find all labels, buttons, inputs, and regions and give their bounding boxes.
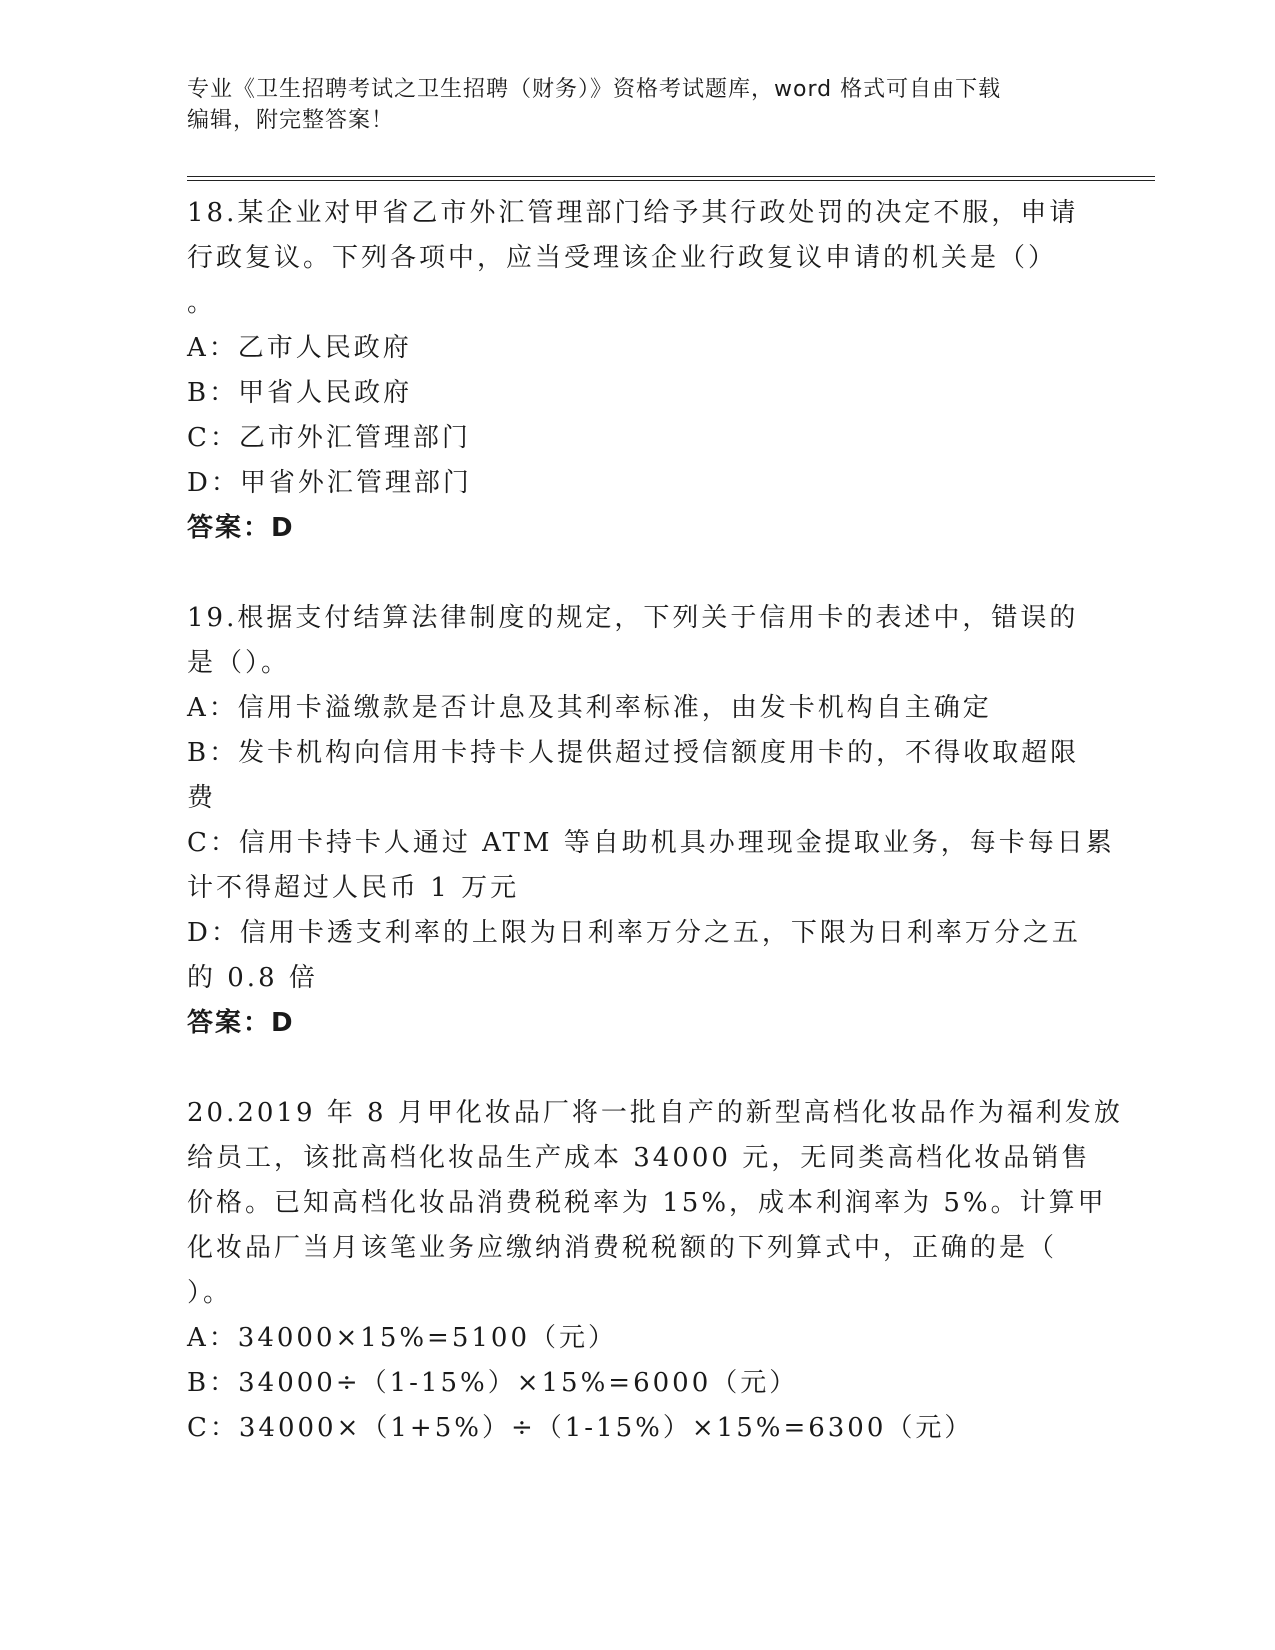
document-header [187,74,1067,136]
question-block [187,596,1115,1046]
question-list [187,191,1123,1496]
option-line: B：34000÷（1-15%）×15%=6000（元） [187,1368,799,1398]
answer-line: 答案：D [187,513,295,543]
header-line: 专业《卫生招聘考试之卫生招聘（财务）》资格考试题库，word 格式可自由下载 [187,77,1002,102]
answer-line: 答案：D [187,1008,295,1038]
option-line: C：乙市外汇管理部门 [187,423,471,453]
option-line: C：信用卡持卡人通过 ATM 等自助机具办理现金提取业务，每卡每日累 [187,828,1115,858]
option-line: A：34000×15%=5100（元） [187,1323,618,1353]
option-line: B：发卡机构向信用卡持卡人提供超过授信额度用卡的，不得收取超限 [187,738,1080,768]
option-line: 的 0.8 倍 [187,963,318,993]
option-line: B：甲省人民政府 [187,378,413,408]
header-line: 编辑，附完整答案！ [187,108,395,133]
question-block [187,1091,1123,1451]
question-stem-line: 是（）。 [187,648,291,678]
question-stem-line: 。 [187,288,217,318]
option-line: 计不得超过人民币 1 万元 [187,873,520,903]
option-line: 费 [187,783,217,813]
question-stem-line: 化妆品厂当月该笔业务应缴纳消费税税额的下列算式中，正确的是（ [187,1233,1058,1263]
question-stem-line: 18.某企业对甲省乙市外汇管理部门给予其行政处罚的决定不服，申请 [187,198,1079,228]
option-line: D：信用卡透支利率的上限为日利率万分之五，下限为日利率万分之五 [187,918,1081,948]
option-line: C：34000×（1+5%）÷（1-15%）×15%=6300（元） [187,1413,974,1443]
question-stem-line: 给员工，该批高档化妆品生产成本 34000 元，无同类高档化妆品销售 [187,1143,1091,1173]
question-block [187,191,1087,551]
question-stem-line: 20.2019 年 8 月甲化妆品厂将一批自产的新型高档化妆品作为福利发放 [187,1098,1123,1128]
question-stem-line: 价格。已知高档化妆品消费税税率为 15%，成本利润率为 5%。计算甲 [187,1188,1107,1218]
question-stem-line: 行政复议。下列各项中，应当受理该企业行政复议申请的机关是（） [187,243,1058,273]
option-line: A：信用卡溢缴款是否计息及其利率标准，由发卡机构自主确定 [187,693,992,723]
option-line: A：乙市人民政府 [187,333,412,363]
question-stem-line: ）。 [187,1278,233,1308]
option-line: D：甲省外汇管理部门 [187,468,472,498]
question-stem-line: 19.根据支付结算法律制度的规定，下列关于信用卡的表述中，错误的 [187,603,1079,633]
header-divider [187,176,1155,181]
